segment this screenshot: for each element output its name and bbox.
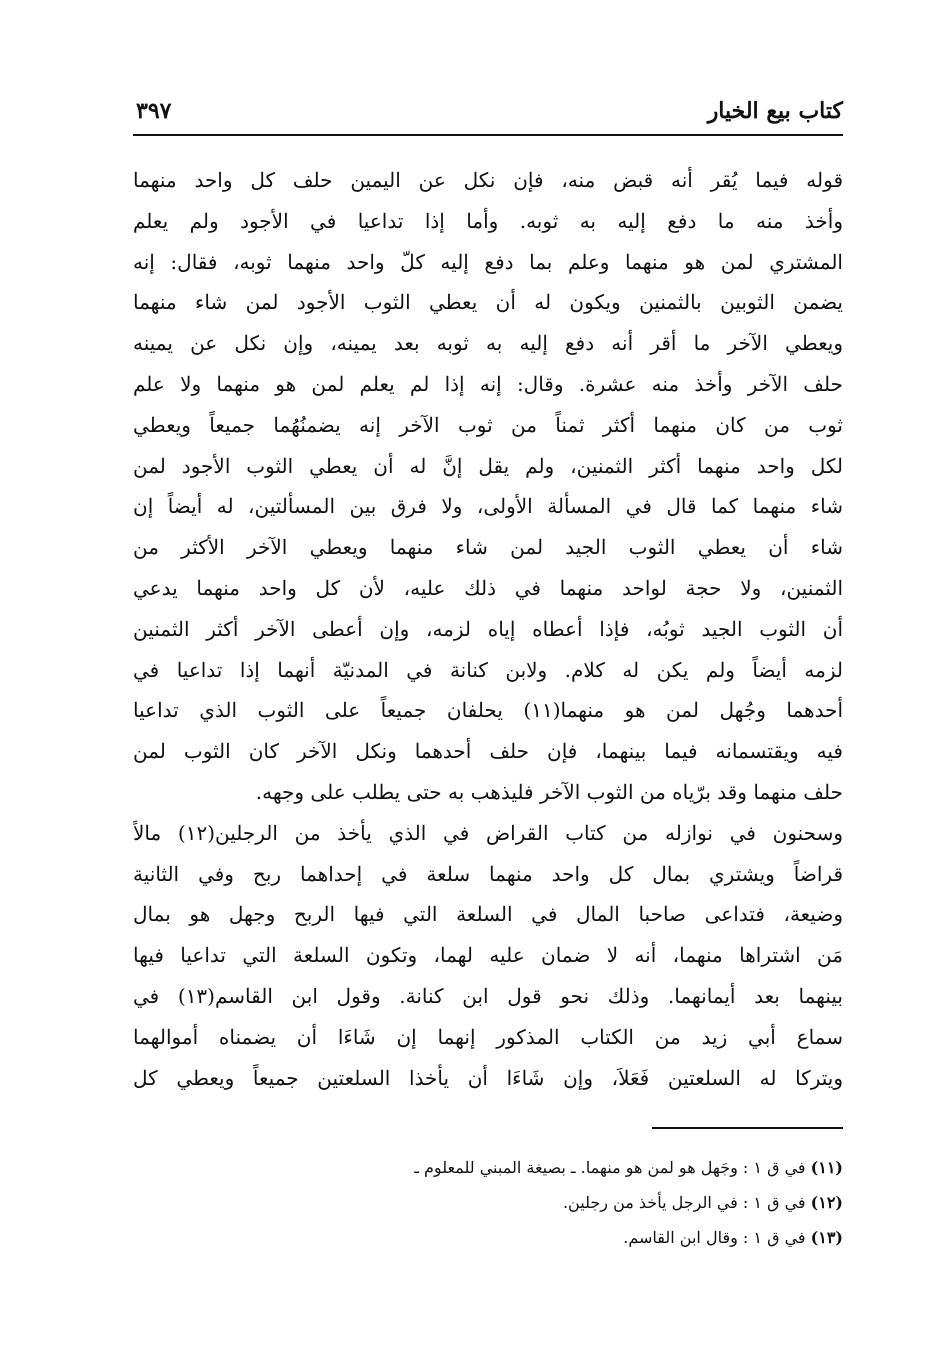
text-line: بينهما بعد أيمانهما. وذلك نحو قول ابن كنانة. وقول ابن القاسم(١٣) في bbox=[133, 983, 843, 1008]
footnote-separator bbox=[652, 1127, 843, 1129]
text-line: لكل واحد منهما أكثر الثمنين، ولم يقل إنَّ له أن يعطي الثوب الأجود لمن bbox=[133, 453, 843, 478]
footnote bbox=[133, 1220, 843, 1255]
footnote-number: (١١) bbox=[810, 1158, 843, 1177]
text-line: ثوب من كان منهما أكثر ثمناً من ثوب الآخر إنه يضمنُهُما جميعاً ويعطي bbox=[133, 412, 843, 437]
text-line: ويتركا له السلعتين فَعَلاَ، وإن شَاءَا أن يأخذا السلعتين جميعاً ويعطي كل bbox=[133, 1065, 843, 1090]
text-line: لزمه أيضاً ولم يكن له كلام. ولابن كنانة في المدنيّة أنهما إذا تداعيا في bbox=[133, 657, 843, 682]
text-line: المشتري لمن هو منهما وعلم بما دفع إليه كلّ واحد منهما ثوبه، فقال: إنه bbox=[133, 249, 843, 274]
footnote-text: في ق ١ : وجَهل هو لمن هو منهما. ـ بصيغة المبني للمعلوم ـ bbox=[414, 1158, 806, 1177]
page-header bbox=[133, 96, 843, 136]
running-title: كتاب بيع الخيار bbox=[707, 98, 843, 124]
text-line: أحدهما وجُهل لمن هو منهما(١١) يحلفان جميعاً على الثوب الذي تداعيا bbox=[133, 698, 843, 723]
text-line: سماع أبي زيد من الكتاب المذكور إنهما إن شَاءَا أن يضمناه أموالهما bbox=[133, 1024, 843, 1049]
footnote-text: في ق ١ : في الرجل يأخذ من رجلين. bbox=[562, 1193, 806, 1212]
text-line: وضيعة، فتداعى صاحبا المال في السلعة التي فيها الربح وجهل هو بمال bbox=[133, 902, 843, 927]
text-line: مَن اشتراها منهما، أنه لا ضمان عليه لهما، وتكون السلعة التي تداعيا فيها bbox=[133, 943, 843, 968]
text-line: شاء منهما كما قال في المسألة الأولى، ولا فرق بين المسألتين، له أيضاً إن bbox=[133, 494, 843, 519]
text-line: حلف منهما وقد برّياه من الثوب الآخر فليذهب به حتى يطلب على وجهه. bbox=[255, 779, 843, 804]
text-line: وأخذ منه ما دفع إليه به ثوبه. وأما إذا تداعيا في الأجود ولم يعلم bbox=[133, 208, 843, 233]
text-line: يضمن الثوبين بالثمنين ويكون له أن يعطي الثوب الأجود لمن شاء منهما bbox=[133, 290, 843, 315]
page-number: ٣٩٧ bbox=[136, 98, 172, 124]
footnote-text: في ق ١ : وقال ابن القاسم. bbox=[623, 1228, 806, 1247]
text-line: حلف الآخر وأخذ منه عشرة. وقال: إنه إذا لم يعلم لمن هو منهما ولا علم bbox=[133, 371, 843, 396]
text-line: فيه ويقتسمانه فيما بينهما، فإن حلف أحدهما ونكل الآخر كان الثوب لمن bbox=[133, 739, 843, 764]
text-line: أن الثوب الجيد ثوبُه، فإذا أعطاه إياه لزمه، وإن أعطى الآخر أكثر الثمنين bbox=[133, 616, 843, 641]
footnote-number: (١٣) bbox=[810, 1228, 843, 1247]
text-line: وسحنون في نوازله من كتاب القراض في الذي يأخذ من الرجلين(١٢) مالاً bbox=[133, 820, 843, 845]
text-line: الثمنين، ولا حجة لواحد منهما في ذلك عليه، لأن كل واحد منهما يدعي bbox=[133, 575, 843, 600]
text-line: شاء أن يعطي الثوب الجيد لمن شاء منهما ويعطي الآخر الأكثر من bbox=[133, 535, 843, 560]
body-text bbox=[133, 160, 843, 1098]
text-line: ويعطي الآخر ما أقر أنه دفع إليه به ثوبه بعد يمينه، وإن نكل عن يمينه bbox=[133, 331, 843, 356]
text-line: قراضاً ويشتري بمال كل واحد منهما سلعة في إحداهما ربح وفي الثانية bbox=[133, 861, 843, 886]
footnotes bbox=[133, 1150, 843, 1255]
footnote bbox=[133, 1185, 843, 1220]
text-line: قوله فيما يُقر أنه قبض منه، فإن نكل عن اليمين حلف كل واحد منهما bbox=[133, 168, 843, 192]
footnote-number: (١٢) bbox=[810, 1193, 843, 1212]
header-rule bbox=[133, 134, 843, 136]
footnote bbox=[133, 1150, 843, 1185]
